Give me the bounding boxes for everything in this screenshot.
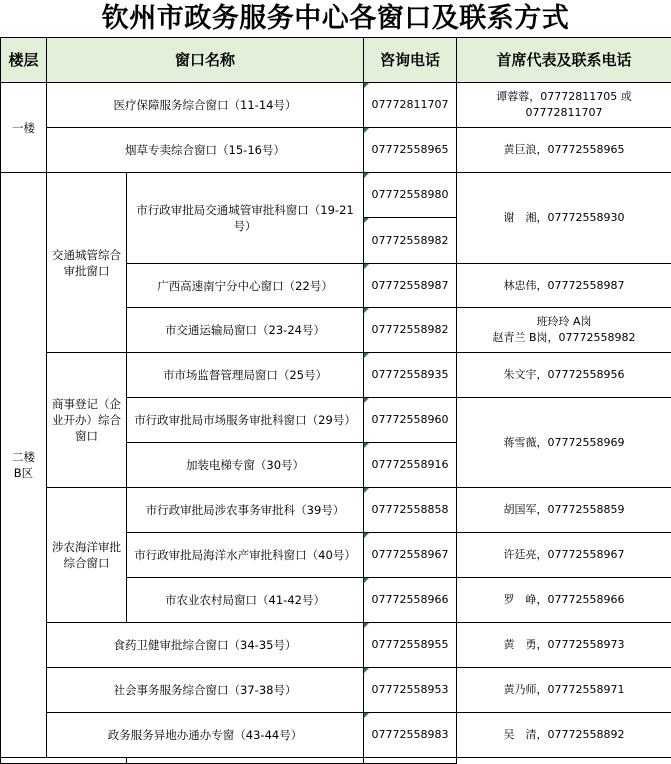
window-name: 社会事务服务综合窗口（37-38号） (47, 668, 364, 713)
rep-contact: 胡国军，07772558859 (457, 488, 671, 533)
rep-contact: 谭蓉蓉，07772811705 或07772811707 (457, 83, 671, 128)
phone-number: 07772558965 (364, 128, 457, 173)
window-name: 市行政审批局涉农事务审批科（39号） (127, 488, 364, 533)
window-name: 市市场监督管理局窗口（25号） (127, 353, 364, 398)
phone-number: 07772558982 (364, 308, 457, 353)
phone-number: 07772558935 (364, 353, 457, 398)
rep-contact: 蒋雪薇，07772558969 (457, 398, 671, 488)
rep-contact: 许廷亮，07772558967 (457, 533, 671, 578)
page-title: 钦州市政务服务中心各窗口及联系方式 (0, 0, 671, 38)
rep-contact: 谢 湘，07772558930 (457, 173, 671, 264)
floor-2-label-line1: 二楼 (2, 449, 45, 465)
phone-number: 07772558953 (364, 668, 457, 713)
window-name: 市农业农村局窗口（41-42号） (127, 578, 364, 623)
rep-contact: 黄乃师，07772558971 (457, 668, 671, 713)
rep-contact: 黄 勇，07772558973 (457, 623, 671, 668)
phone-number: 07772558987 (364, 264, 457, 308)
floor-2-label (1, 173, 47, 758)
phone-number: 07772558960 (364, 398, 457, 443)
rep-contact-line: 赵青兰 B岗，07772558982 (458, 330, 670, 346)
rep-contact-line: 班玲玲 A岗 (458, 314, 670, 330)
contact-table (0, 37, 671, 764)
rep-contact: 吴 清，07772558892 (457, 713, 671, 758)
window-name: 市交通运输局窗口（23-24号） (127, 308, 364, 353)
window-name: 政务服务异地办通办专窗（43-44号） (47, 713, 364, 758)
phone-number: 07772558967 (364, 533, 457, 578)
rep-contact: 黄巨浪，07772558965 (457, 128, 671, 173)
phone-number: 07772558966 (364, 578, 457, 623)
header-window: 窗口名称 (47, 38, 364, 83)
window-name: 市行政审批局海洋水产审批科窗口（40号） (127, 533, 364, 578)
window-name: 市行政审批局交通城管审批科窗口（19-21号） (127, 173, 364, 264)
rep-contact: 林忠伟，07772558987 (457, 264, 671, 308)
table-row (1, 623, 671, 668)
window-name: 烟草专卖综合窗口（15-16号） (47, 128, 364, 173)
rep-contact: 罗 峥，07772558966 (457, 578, 671, 623)
table-row (1, 488, 671, 533)
header-floor: 楼层 (1, 38, 47, 83)
window-name: 市行政审批局市场服务审批科窗口（29号） (127, 398, 364, 443)
header-rep: 首席代表及联系电话 (457, 38, 671, 83)
table-row (1, 128, 671, 173)
table-row (1, 173, 671, 218)
phone-number: 07772558955 (364, 623, 457, 668)
phone-number: 07772558858 (364, 488, 457, 533)
header-phone: 咨询电话 (364, 38, 457, 83)
window-name: 食药卫健审批综合窗口（34-35号） (47, 623, 364, 668)
rep-contact (457, 308, 671, 353)
floor-2-label-line2: B区 (2, 465, 45, 481)
group-transport-name: 交通城管综合审批窗口 (47, 173, 127, 353)
floor-1-label: 一楼 (1, 83, 47, 173)
table-row (1, 353, 671, 398)
group-agri-name: 涉农海洋审批综合窗口 (47, 488, 127, 623)
phone-number: 07772558982 (364, 218, 457, 264)
phone-number: 07772558916 (364, 443, 457, 488)
window-name: 医疗保障服务综合窗口（11-14号） (47, 83, 364, 128)
phone-number: 07772558983 (364, 713, 457, 758)
table-header-row (1, 38, 671, 83)
phone-number: 07772558980 (364, 173, 457, 218)
table-row (1, 83, 671, 128)
window-name: 广西高速南宁分中心窗口（22号） (127, 264, 364, 308)
table-row (1, 713, 671, 758)
group-business-name: 商事登记（企业开办）综合窗口 (47, 353, 127, 488)
phone-number: 07772811707 (364, 83, 457, 128)
rep-contact: 朱文宇，07772558956 (457, 353, 671, 398)
window-name: 加装电梯专窗（30号） (127, 443, 364, 488)
table-row (1, 668, 671, 713)
